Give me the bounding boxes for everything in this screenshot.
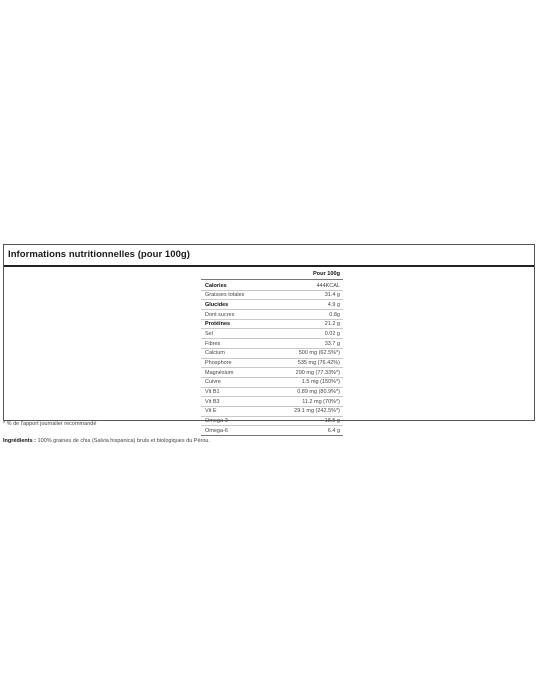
nutrient-label: Fibres: [205, 340, 221, 347]
table-row: [201, 359, 343, 369]
nutrient-value: 444KCAL: [316, 282, 340, 289]
nutrient-label: Phosphore: [205, 360, 232, 366]
title-divider: [4, 265, 534, 267]
nutrient-label: Omega-6: [205, 427, 228, 434]
table-row: [201, 378, 343, 388]
table-row: [201, 388, 343, 398]
nutrient-value: 500 mg (62.5%*): [298, 350, 340, 357]
nutrient-value: 21.2 g: [324, 321, 340, 328]
nutrient-value: 0.89 mg (80.9%*): [297, 389, 340, 396]
column-header: Pour 100g: [312, 271, 340, 277]
table-row: [201, 300, 343, 310]
table-row: [201, 291, 343, 301]
table-row: [201, 407, 343, 417]
nutrient-value: 31.4 g: [324, 292, 340, 299]
table-row: [201, 281, 343, 291]
nutrient-value: 11.2 mg (70%*): [302, 398, 340, 405]
nutrient-value: 0.02 g: [324, 330, 340, 337]
nutrient-value: 6.4 g: [327, 427, 340, 434]
panel-title: Informations nutritionnelles (pour 100g): [8, 249, 190, 260]
table-row: [201, 397, 343, 407]
nutrient-label: Vit B1: [205, 389, 220, 396]
nutrient-label: Sel: [205, 330, 213, 337]
table-body: [201, 281, 343, 436]
table-header: [201, 270, 343, 280]
nutrient-label: Calories: [205, 282, 227, 289]
nutrient-label: Dont sucres: [205, 311, 235, 318]
nutrient-label: Vit B3: [205, 398, 220, 405]
table-row: [201, 320, 343, 330]
nutrient-label: Cuivre: [205, 379, 221, 386]
nutrient-value: 4.9 g: [327, 301, 340, 308]
table-row: [201, 329, 343, 339]
nutrient-label: Omega-3: [205, 418, 228, 425]
nutrient-value: 29.1 mg (242.5%*): [294, 408, 340, 415]
nutrient-label: Glucides: [205, 301, 229, 308]
nutrient-value: 1.5 mg (150%*): [301, 379, 340, 386]
nutrient-label: Protéines: [205, 321, 231, 328]
table-row: [201, 426, 343, 436]
table-row: [201, 417, 343, 427]
nutrient-value: 535 mg (76.42%): [297, 360, 340, 366]
table-row: [201, 368, 343, 378]
table-row: [201, 339, 343, 349]
nutrient-label: Magnésium: [205, 369, 234, 376]
nutrient-value: 33.7 g: [324, 340, 340, 347]
nutrition-table: [201, 270, 343, 436]
nutrient-value: 0.8g: [329, 311, 340, 318]
table-row: [201, 349, 343, 359]
ingredients-label: Ingrédients :: [3, 438, 37, 444]
table-row: [201, 310, 343, 320]
nutrient-value: 290 mg (77.33%*): [295, 369, 340, 376]
ingredients-text: 100% graines de chia (Salvia hispanica) bruts et biologiques du Pérou.: [36, 438, 210, 444]
nutrient-label: Calcium: [205, 350, 225, 357]
nutrient-value: 18.5 g: [324, 418, 340, 425]
ingredients-line: [3, 438, 210, 444]
nutrient-label: Vit E: [205, 408, 217, 415]
footnote: * % de l'apport journalier recommandé: [3, 421, 97, 427]
nutrient-label: Graisses totales: [205, 292, 245, 299]
